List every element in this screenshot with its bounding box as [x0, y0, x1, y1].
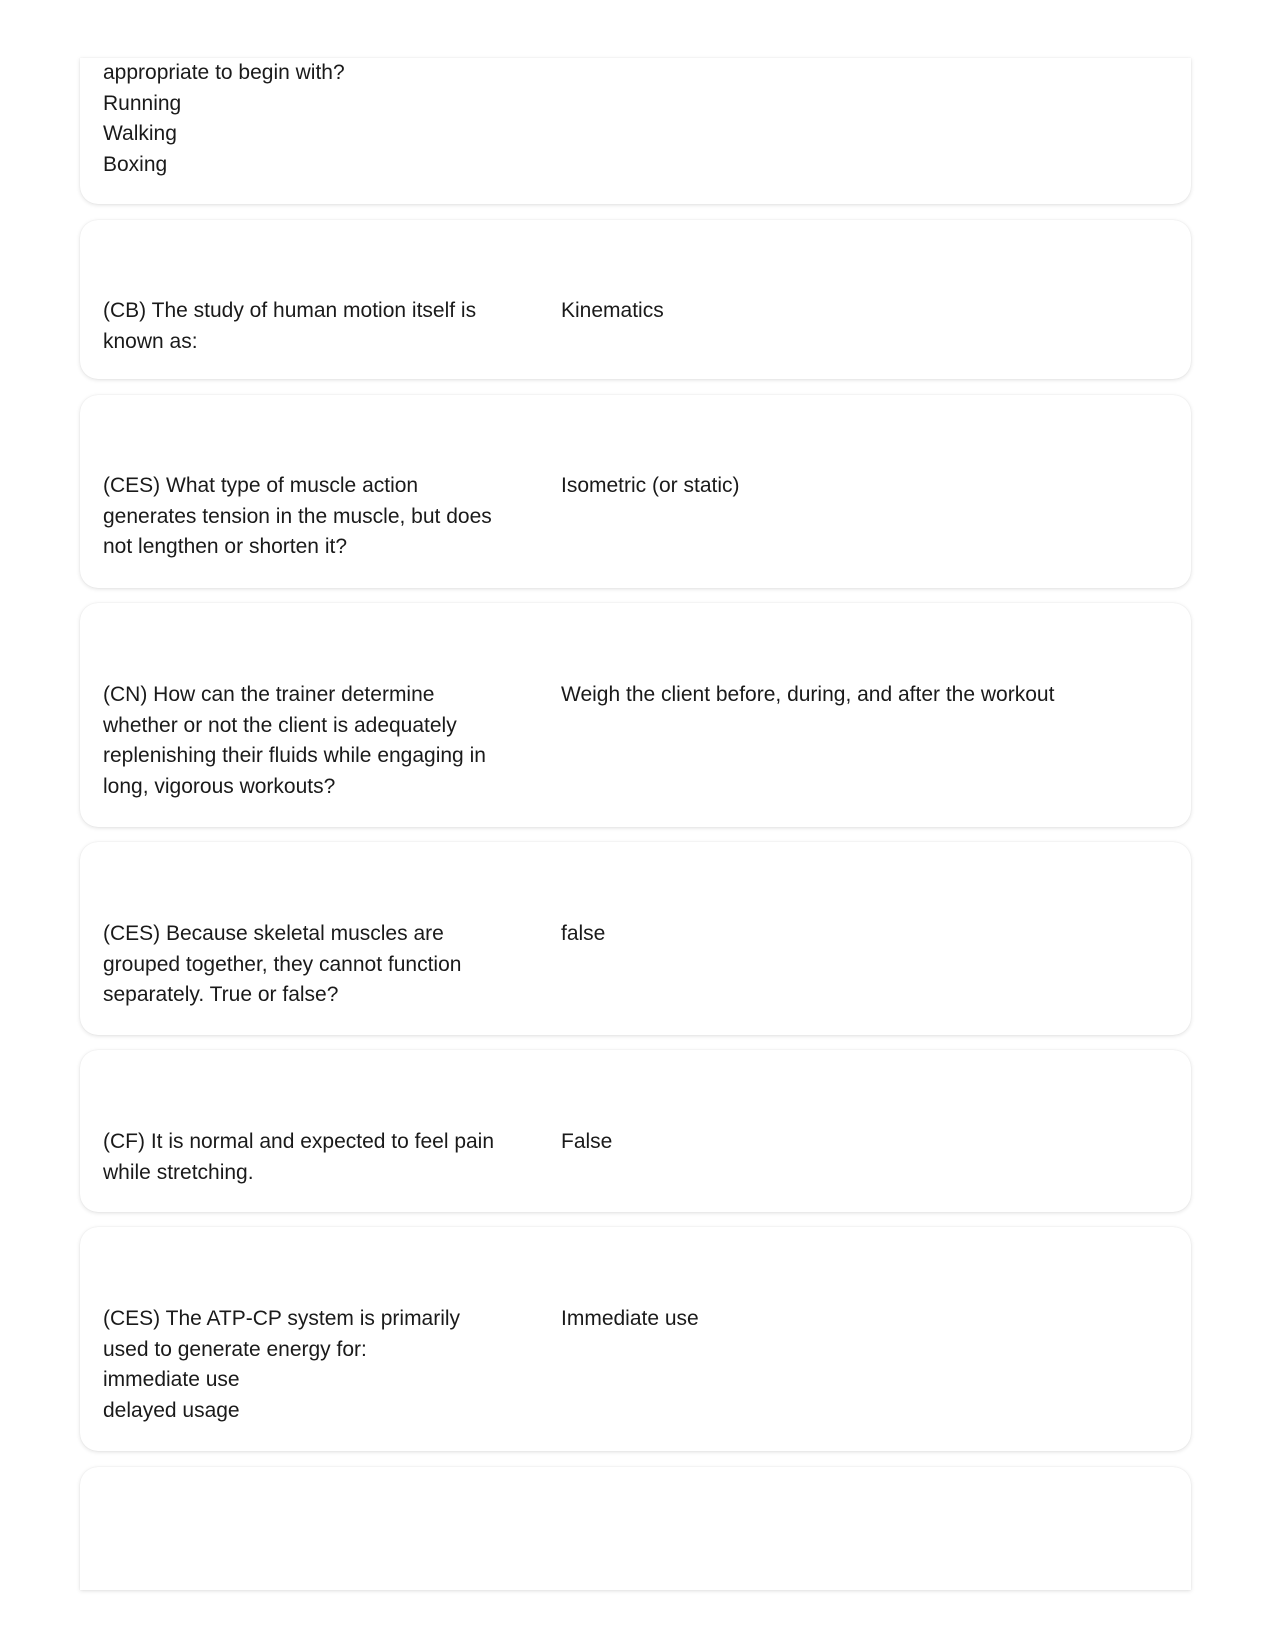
- term-line: (CES) The ATP-CP system is primarily: [103, 1307, 461, 1330]
- term-line: replenishing their fluids while engaging in: [103, 744, 486, 767]
- term-line: Running: [103, 91, 182, 115]
- flashcard: [80, 395, 1191, 588]
- flashcard-term: [103, 680, 513, 802]
- term-line: generates tension in the muscle, but does: [103, 504, 492, 528]
- term-line: long, vigorous workouts?: [103, 774, 336, 798]
- term-line: separately. True or false?: [103, 983, 339, 1006]
- term-line: delayed usage: [103, 1398, 240, 1422]
- term-line: Walking: [103, 122, 177, 145]
- term-line: used to generate energy for:: [103, 1337, 367, 1361]
- term-line: (CF) It is normal and expected to feel pain: [103, 1130, 495, 1153]
- flashcard: [80, 1050, 1191, 1212]
- flashcard-definition: Immediate use: [561, 1307, 699, 1330]
- flashcard: [80, 603, 1191, 827]
- term-line: whether or not the client is adequately: [103, 713, 457, 737]
- term-line: known as:: [103, 329, 198, 353]
- flashcard-definition: Weigh the client before, during, and after the workout: [561, 683, 1055, 706]
- flashcard-term: [103, 471, 513, 563]
- flashcard-term: [103, 919, 513, 1011]
- term-line: immediate use: [103, 1368, 240, 1391]
- term-line: (CES) Because skeletal muscles are: [103, 922, 444, 945]
- term-line: grouped together, they cannot function: [103, 952, 462, 976]
- flashcard: [80, 1227, 1191, 1451]
- flashcard: [80, 220, 1191, 379]
- flashcard-term: [103, 1127, 513, 1188]
- flashcard-definition: false: [561, 922, 606, 945]
- term-line: while stretching.: [103, 1160, 254, 1184]
- flashcard-partial-bottom: [80, 1467, 1191, 1590]
- term-line: (CES) What type of muscle action: [103, 474, 419, 497]
- flashcard-definition: False: [561, 1130, 613, 1153]
- flashcard-definition: Isometric (or static): [561, 474, 740, 497]
- flashcard-term: [103, 1304, 513, 1426]
- flashcard-term: [103, 58, 513, 180]
- term-line: Boxing: [103, 152, 168, 176]
- flashcard-partial-top: [80, 58, 1191, 204]
- flashcard-definition: Kinematics: [561, 299, 664, 322]
- term-line: appropriate to begin with?: [103, 61, 345, 84]
- term-line: not lengthen or shorten it?: [103, 535, 348, 558]
- flashcard-term: [103, 296, 513, 357]
- term-line: (CN) How can the trainer determine: [103, 683, 435, 706]
- flashcard: [80, 842, 1191, 1035]
- term-line: (CB) The study of human motion itself is: [103, 299, 477, 322]
